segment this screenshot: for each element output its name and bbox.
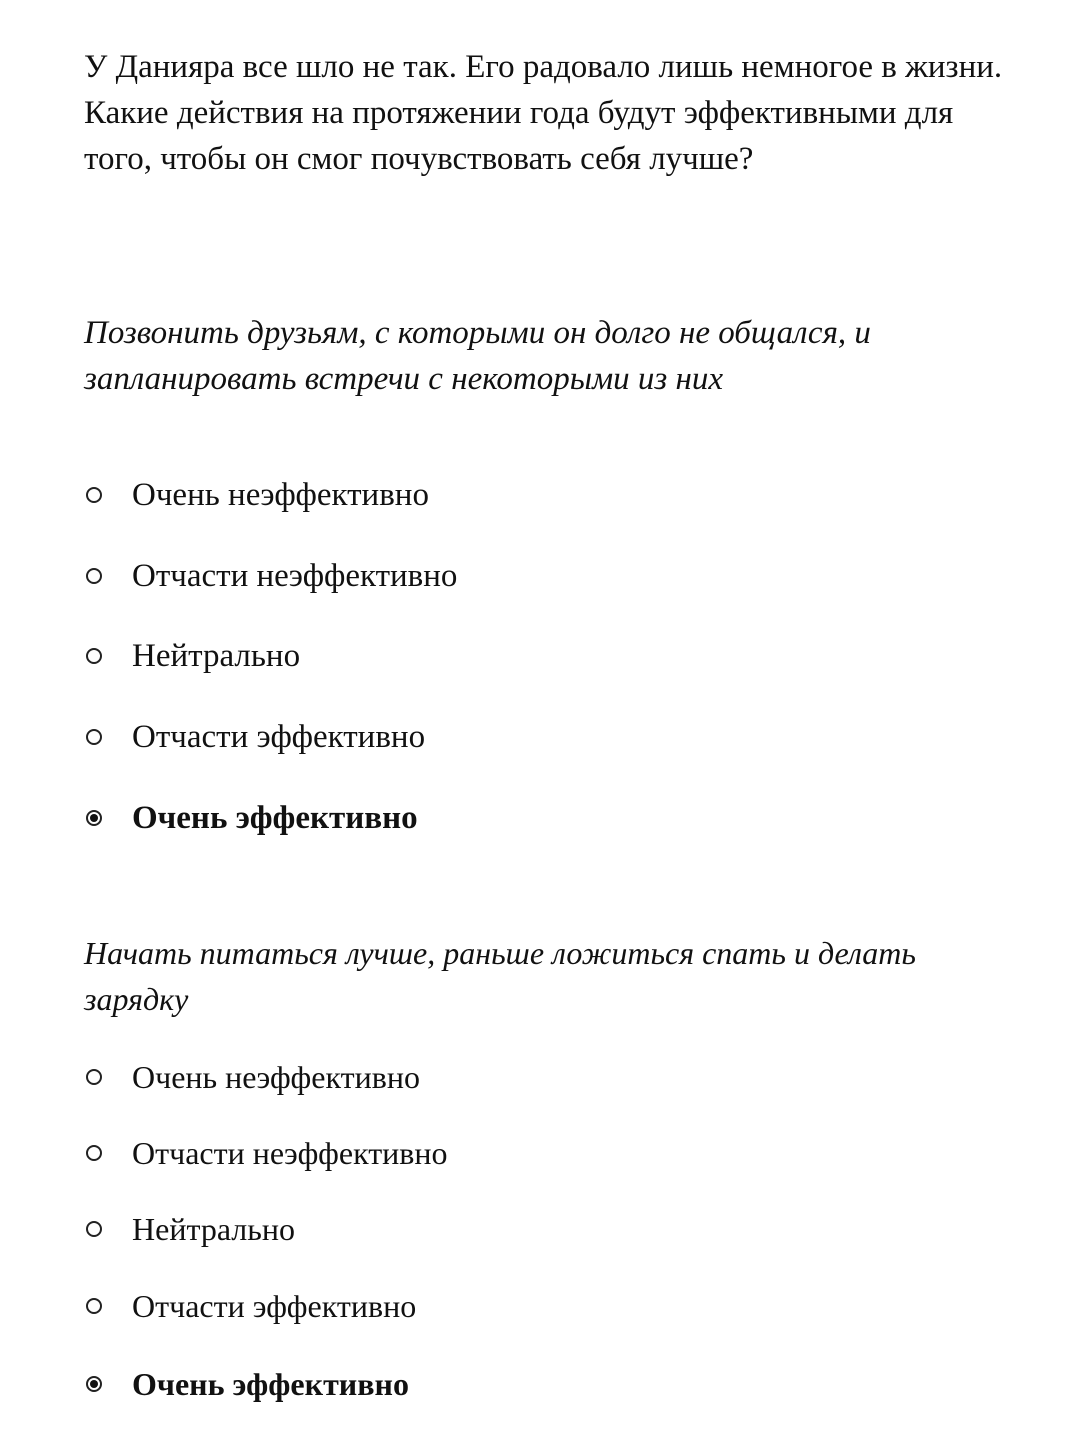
radio-button-icon[interactable]: [86, 1069, 102, 1085]
radio-button-icon[interactable]: [86, 1298, 102, 1314]
option-label: Отчасти неэффективно: [132, 1135, 448, 1171]
radio-button-icon[interactable]: [86, 568, 102, 584]
item-1-option-1[interactable]: [84, 475, 429, 515]
option-label: Отчасти эффективно: [132, 1288, 417, 1324]
radio-button-icon[interactable]: [86, 648, 102, 664]
option-label: Очень неэффективно: [132, 477, 429, 513]
item-2-option-3[interactable]: [84, 1209, 295, 1249]
option-label: Очень эффективно: [132, 800, 418, 836]
item-1-option-5[interactable]: [84, 798, 418, 838]
question-text: У Данияра все шло не так. Его радовало лишь немногое в жизни. Какие действия на протяжении года будут эффективными для того, чтобы он смог почувствовать себя лучше?: [84, 49, 1003, 177]
radio-button-icon[interactable]: [86, 729, 102, 745]
option-label: Нейтрально: [132, 1211, 295, 1247]
option-label: Отчасти эффективно: [132, 719, 426, 755]
option-label: Отчасти неэффективно: [132, 558, 458, 594]
radio-button-checked-icon[interactable]: [86, 810, 102, 826]
radio-button-icon[interactable]: [86, 487, 102, 503]
option-label: Очень неэффективно: [132, 1059, 420, 1095]
item-2-option-1[interactable]: [84, 1057, 420, 1097]
radio-button-icon[interactable]: [86, 1145, 102, 1161]
item-1-option-2[interactable]: [84, 556, 457, 596]
option-label: Очень эффективно: [132, 1366, 409, 1402]
item-1-option-3[interactable]: [84, 636, 300, 676]
item-1-option-4[interactable]: [84, 717, 425, 757]
item-1-prompt: Позвонить друзьям, с которыми он долго не общался, и запланировать встречи с некоторыми из них: [84, 315, 871, 397]
radio-button-checked-icon[interactable]: [86, 1376, 102, 1392]
item-2-option-2[interactable]: [84, 1133, 448, 1173]
item-2-option-4[interactable]: [84, 1286, 416, 1326]
item-2-prompt: Начать питаться лучше, раньше ложиться спать и делать зарядку: [84, 935, 916, 1017]
option-label: Нейтрально: [132, 638, 301, 674]
radio-button-icon[interactable]: [86, 1221, 102, 1237]
item-2-option-5[interactable]: [84, 1364, 409, 1404]
